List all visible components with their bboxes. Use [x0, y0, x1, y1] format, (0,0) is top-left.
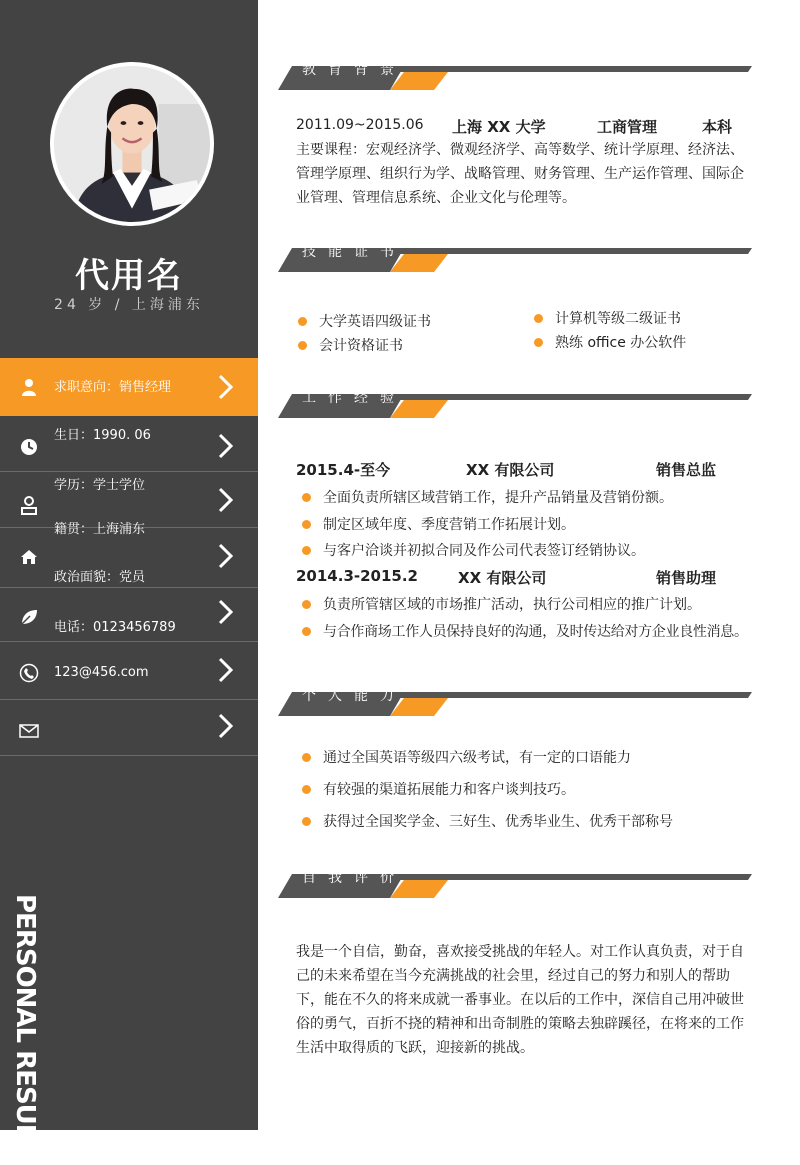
bullet-dot: [302, 520, 311, 529]
job-position: 销售助理: [656, 569, 717, 587]
sidebar: [0, 0, 258, 1165]
bullet-dot: [298, 317, 307, 326]
sidebar-item-origin[interactable]: [0, 522, 258, 588]
list-item: 与合作商场工作人员保持良好的沟通，及时传达给对方企业良性消息。: [302, 621, 748, 641]
bullet-dot: [302, 493, 311, 502]
leaf-icon: [18, 606, 40, 628]
section-title: 教育背景: [302, 62, 406, 78]
sidebar-item-birthday[interactable]: [0, 416, 258, 472]
section-header-skills: [278, 246, 752, 274]
section-header-evaluation: [278, 872, 752, 900]
section-header-ability: [278, 690, 752, 718]
section-header-education: [278, 64, 752, 92]
portrait-illustration: [54, 66, 210, 222]
graduate-icon: [18, 494, 40, 516]
list-item: 获得过全国奖学金、三好生、优秀毕业生、优秀干部称号: [302, 811, 673, 831]
list-item: 与客户洽谈并初拟合同及作公司代表签订经销协议。: [302, 540, 645, 560]
chevron-right-icon: [214, 432, 236, 460]
list-item: 大学英语四级证书: [298, 311, 431, 331]
list-item: 通过全国英语等级四六级考试，有一定的口语能力: [302, 747, 631, 767]
sidebar-item-label: 籍贯：上海浦东: [54, 522, 146, 537]
section-title: 个人能力: [302, 688, 406, 704]
list-item: 熟练 office 办公软件: [534, 332, 686, 352]
sidebar-item-label: 电话：0123456789: [54, 620, 176, 635]
personal-resume-vertical-title: PERSONAL RESUME: [10, 894, 40, 1165]
bullet-dot: [534, 338, 543, 347]
bullet-dot: [302, 817, 311, 826]
bullet-dot: [298, 341, 307, 350]
phone-icon: [18, 662, 40, 684]
chevron-right-icon: [214, 598, 236, 626]
clock-icon: [18, 436, 40, 458]
job-position: 销售总监: [656, 461, 717, 479]
sidebar-item-label: 生日：1990. 06: [54, 428, 151, 443]
chevron-right-icon: [214, 656, 236, 684]
sidebar-item-job-intention[interactable]: [0, 358, 258, 416]
education-period: 2011.09~2015.06: [296, 117, 424, 133]
job-period: 2014.3-2015.2: [296, 567, 418, 585]
bullet-dot: [302, 627, 311, 636]
education-school: 上海 XX 大学: [452, 118, 546, 136]
sidebar-item-mail[interactable]: [0, 700, 258, 756]
section-title: 技能证书: [302, 244, 406, 260]
bullet-dot: [302, 600, 311, 609]
list-item: 有较强的渠道拓展能力和客户谈判技巧。: [302, 779, 575, 799]
sidebar-item-label: 求职意向：销售经理: [54, 380, 172, 395]
bullet-dot: [302, 785, 311, 794]
chevron-right-icon: [214, 373, 236, 401]
sidebar-item-label-political: 政治面貌：党员: [54, 570, 146, 585]
list-item: 制定区域年度、季度营销工作拓展计划。: [302, 514, 575, 534]
education-major: 工商管理: [597, 118, 658, 136]
person-icon: [18, 376, 40, 398]
chevron-right-icon: [214, 486, 236, 514]
candidate-name: 代用名: [75, 256, 183, 296]
section-title: 自我评价: [302, 870, 406, 886]
bullet-dot: [302, 546, 311, 555]
sidebar-item-phone[interactable]: [0, 588, 258, 642]
sidebar-item-label: 123@456.com: [54, 665, 149, 680]
job-company: XX 有限公司: [466, 461, 555, 479]
job-period: 2015.4-至今: [296, 461, 391, 479]
avatar: [50, 62, 214, 226]
home-icon: [18, 546, 40, 568]
job-company: XX 有限公司: [458, 569, 547, 587]
education-degree: 本科: [702, 118, 733, 136]
age-location: 24 岁 / 上海浦东: [54, 297, 204, 313]
chevron-right-icon: [214, 542, 236, 570]
list-item: 计算机等级二级证书: [534, 308, 681, 328]
self-evaluation-text: 我是一个自信，勤奋，喜欢接受挑战的年轻人。对工作认真负责，对于自己的未来希望在当今充满挑战的社会里，经过自己的努力和别人的帮助下，能在不久的将来成就一番事业。在以后的工作中，深信自己用冲破世俗的勇气，百折不挠的精神和出奇制胜的策略去独辟蹊径，在将来的工作生活中取得质的飞跃，迎接新的挑战。: [296, 944, 744, 1056]
bullet-dot: [534, 314, 543, 323]
mail-icon: [18, 720, 40, 742]
section-header-work: [278, 392, 752, 420]
section-title: 工作经验: [302, 390, 406, 406]
chevron-right-icon: [214, 712, 236, 740]
list-item: 全面负责所辖区域营销工作，提升产品销量及营销份额。: [302, 487, 673, 507]
list-item: 会计资格证书: [298, 335, 403, 355]
bullet-dot: [302, 753, 311, 762]
sidebar-item-label: 学历：学士学位: [54, 478, 146, 493]
sidebar-item-email[interactable]: [0, 642, 258, 700]
education-courses: 主要课程：宏观经济学、微观经济学、高等数学、统计学原理、经济法、管理学原理、组织行为学、战略管理、财务管理、生产运作管理、国际企业管理、管理信息系统、企业文化与伦理等。: [296, 142, 744, 206]
list-item: 负责所管辖区域的市场推广活动，执行公司相应的推广计划。: [302, 594, 701, 614]
